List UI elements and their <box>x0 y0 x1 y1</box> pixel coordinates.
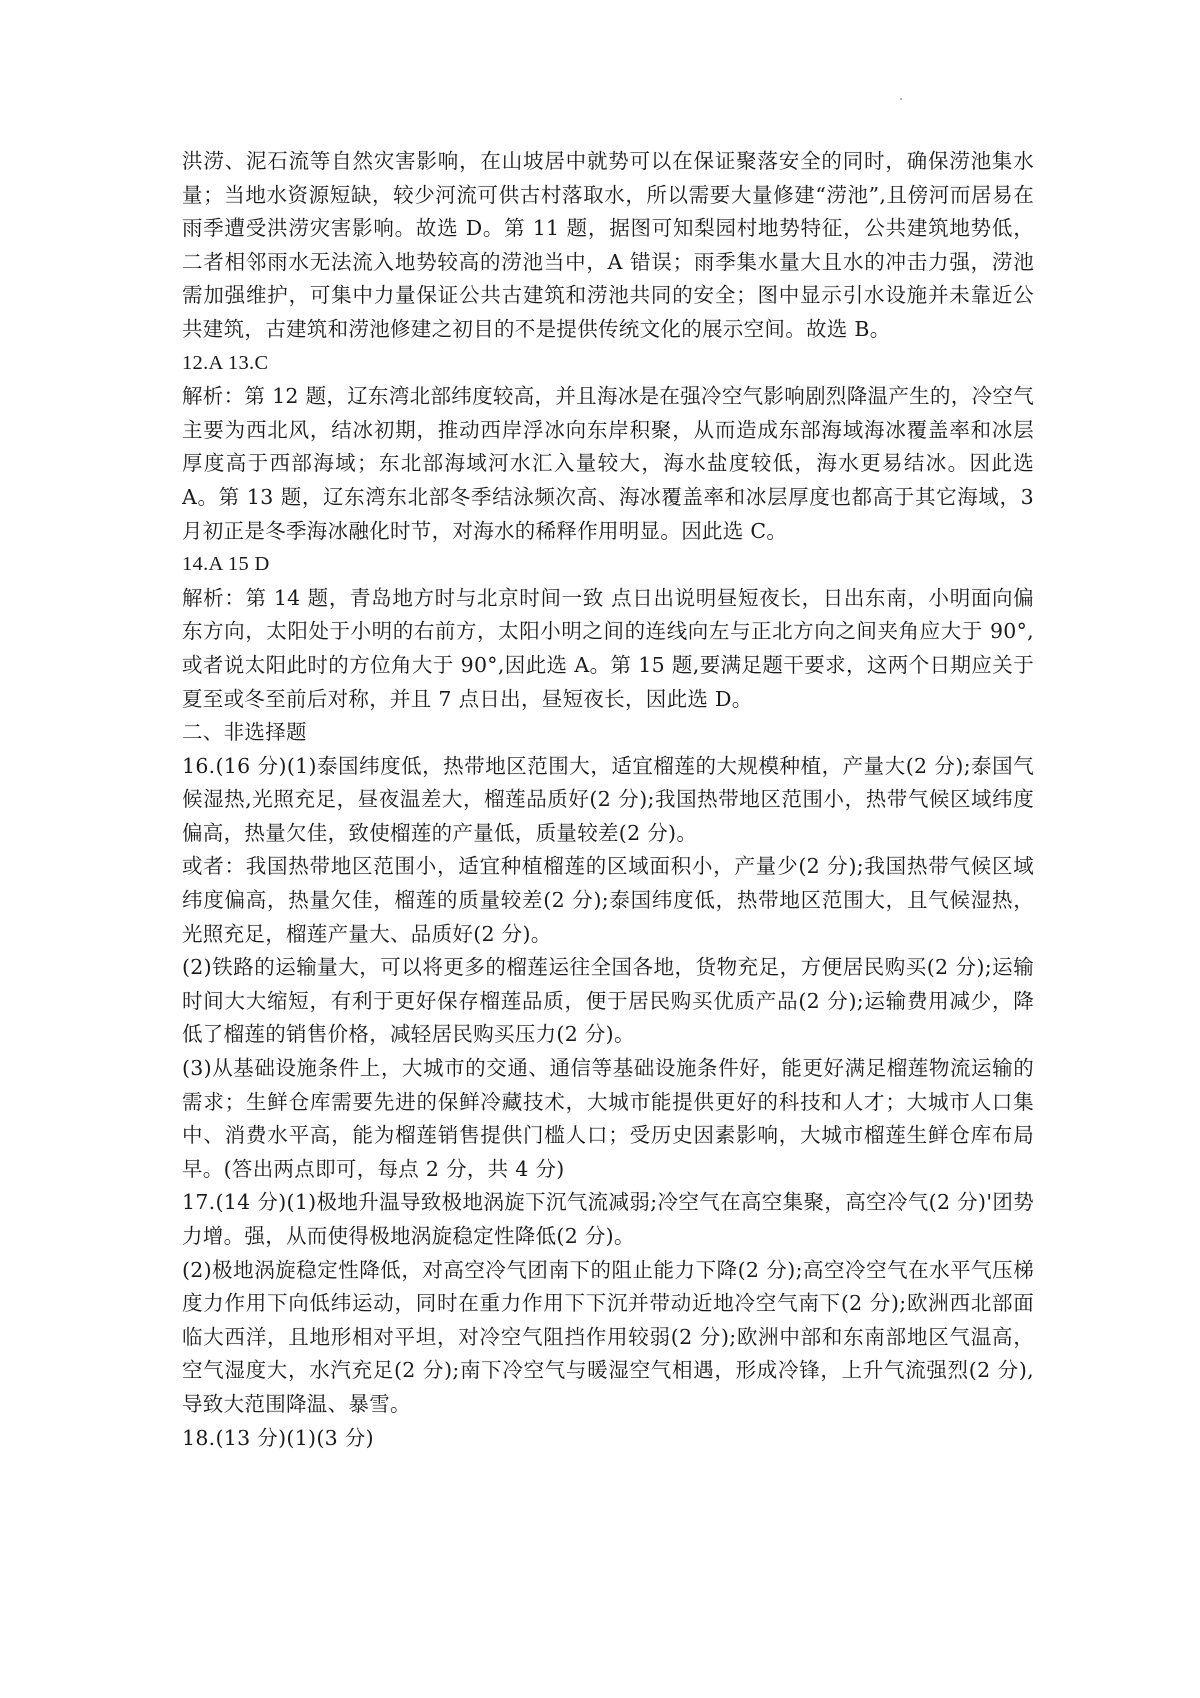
paragraph-q10-q11-continued: 洪涝、泥石流等自然灾害影响，在山坡居中就势可以在保证聚落安全的同时，确保涝池集水量；当地水资源短缺，较少河流可供古村落取水，所以需要大量修建“涝池”,且傍河而居易在雨季遭受洪涝灾害影响。故选 D。第 11 题，据图可知梨园村地势特征，公共建筑地势低，二者相邻雨水无法流入地势较高的涝池当中，A 错误；雨季集水量大且水的冲击力强，涝池需加强维护，可集中力量保证公共古建筑和涝池共同的安全；图中显示引水设施并未靠近公共建筑，古建筑和涝池修建之初目的不是提供传统文化的展示空间。故选 B。 <box>182 149 1034 341</box>
section-heading-non-choice: 二、非选择题 <box>182 720 307 745</box>
answer-line-14-15: 14.A 15 D <box>182 553 270 576</box>
paragraph-q17-part1: 17.(14 分)(1)极地升温导致极地涡旋下沉气流减弱;冷空气在高空集聚，高空冷气(2 分)'团势力增。强，从而使得极地涡旋稳定性降低(2 分)。 <box>182 1190 1034 1248</box>
answer-explanations <box>182 145 1034 1455</box>
paragraph-q16-part1: 16.(16 分)(1)泰国纬度低，热带地区范围大，适宜榴莲的大规模种植，产量大(2 分);泰国气候湿热,光照充足，昼夜温差大，榴莲品质好(2 分);我国热带地区范围小，热带气候区域纬度偏高，热量欠佳，致使榴莲的产量低，质量较差(2 分)。 <box>182 753 1034 845</box>
answer-line-12-13: 12.A 13.C <box>182 351 269 374</box>
paragraph-q17-part2: (2)极地涡旋稳定性降低，对高空冷气团南下的阻止能力下降(2 分);高空冷空气在水平气压梯度力作用下向低纬运动，同时在重力作用下下沉并带动近地冷空气南下(2 分);欧洲西北部面临大西洋，且地形相对平坦，对冷空气阻挡作用较弱(2 分);欧洲中部和东南部地区气温高，空气湿度大，水汽充足(2 分);南下冷空气与暖湿空气相遇，形成冷锋，上升气流强烈(2 分),导致大范围降温、暴雪。 <box>182 1257 1034 1416</box>
paragraph-q16-part2: (2)铁路的运输量大，可以将更多的榴莲运往全国各地，货物充足，方便居民购买(2 分);运输时间大大缩短，有利于更好保存榴莲品质，便于居民购买优质产品(2 分);运输费用减少，降低了榴莲的销售价格，减轻居民购买压力(2 分)。 <box>182 955 1034 1047</box>
paragraph-analysis-12-13: 解析：第 12 题，辽东湾北部纬度较高，并且海冰是在强冷空气影响剧烈降温产生的，冷空气主要为西北风，结冰初期，推动西岸浮冰向东岸积聚，从而造成东部海域海冰覆盖率和冰层厚度高于西部海域；东北部海域河水汇入量较大，海水盐度较低，海水更易结冰。因此选 A。第 13 题，辽东湾东北部冬季结泳频次高、海冰覆盖率和冰层厚度也都高于其它海域，3 月初正是冬季海冰融化时节，对海水的稀释作用明显。因此选 C。 <box>182 384 1034 543</box>
paragraph-analysis-14-15: 解析：第 14 题，青岛地方时与北京时间一致 点日出说明昼短夜长，日出东南，小明面向偏东方向，太阳处于小明的右前方，太阳小明之间的连线向左与正北方向之间夹角应大于 90°,或者说太阳此时的方位角大于 90°,因此选 A。第 15 题,要满足题干要求，这两个日期应关于夏至或冬至前后对称，并且 7 点日出，昼短夜长，因此选 D。 <box>182 585 1034 711</box>
scan-speck <box>900 98 902 100</box>
paragraph-q18-heading: 18.(13 分)(1)(3 分) <box>182 1425 374 1450</box>
paragraph-q16-part3: (3)从基础设施条件上，大城市的交通、通信等基础设施条件好，能更好满足榴莲物流运输的需求；生鲜仓库需要先进的保鲜冷藏技术，大城市能提供更好的科技和人才；大城市人口集中、消费水平高，能为榴莲销售提供门槛人口；受历史因素影响，大城市榴莲生鲜仓库布局早。(答出两点即可，每点 2 分，共 4 分) <box>182 1056 1034 1181</box>
paragraph-q16-part1-alternative: 或者：我国热带地区范围小，适宜种植榴莲的区域面积小，产量少(2 分);我国热带气候区域纬度偏高，热量欠佳，榴莲的质量较差(2 分);泰国纬度低，热带地区范围大，且气候湿热，光照充足，榴莲产量大、品质好(2 分)。 <box>182 854 1034 946</box>
